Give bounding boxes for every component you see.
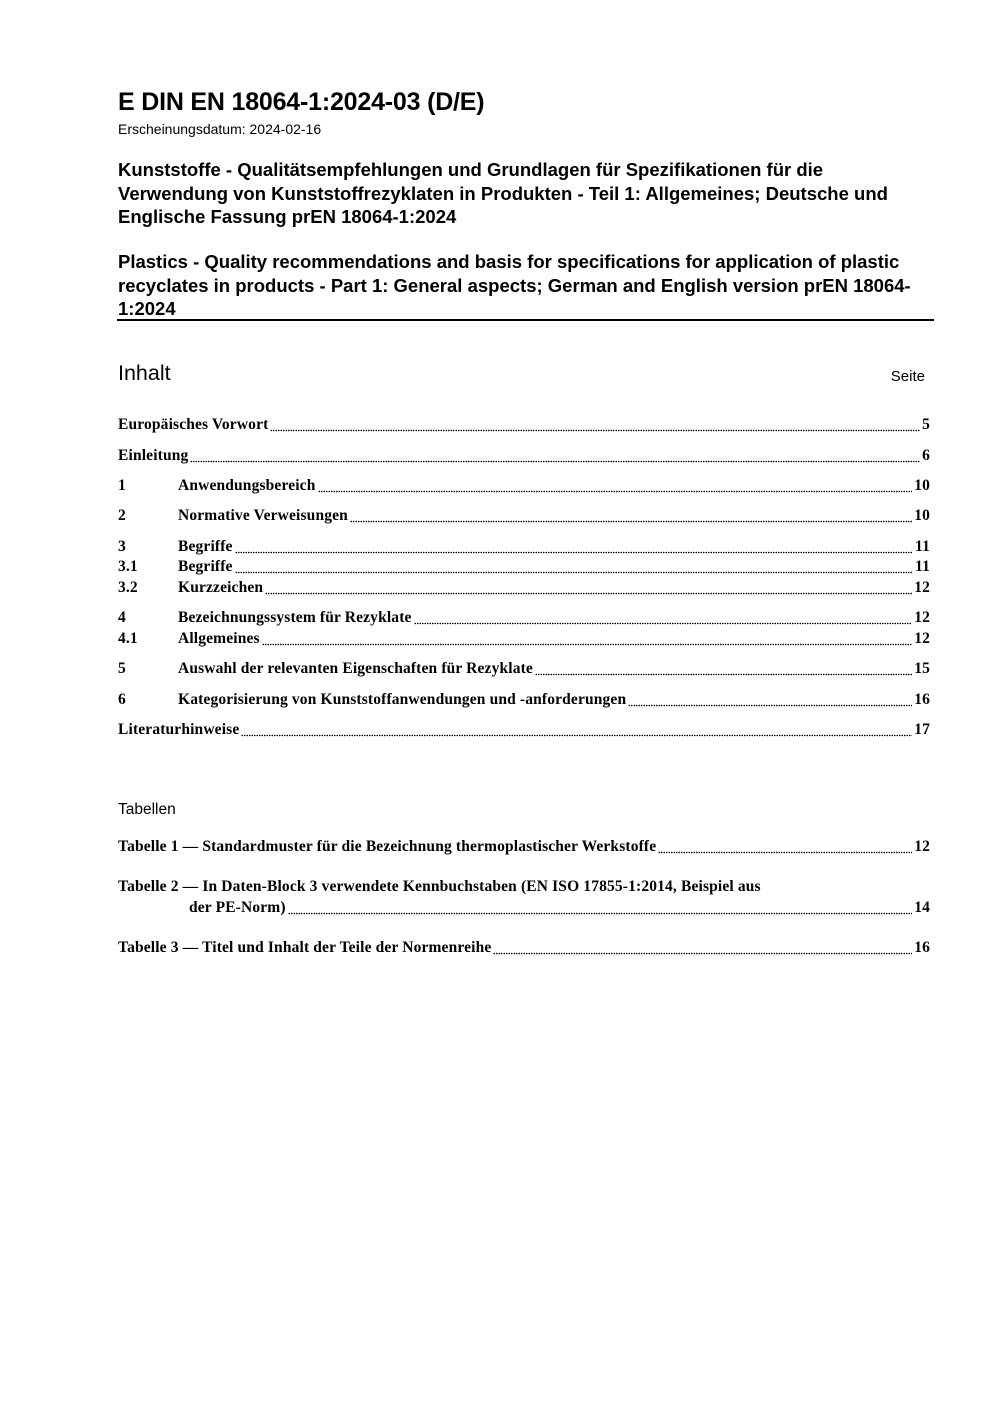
toc-entry-page: 17 (914, 721, 930, 738)
table-entry-title: Tabelle 1 — Standardmuster für die Bezeichnung thermoplastischer Werkstoffe (118, 838, 657, 855)
table-entry-title-continued: der PE-Norm) (189, 899, 286, 916)
toc-entry-page: 16 (914, 691, 930, 708)
table-entry-page: 16 (914, 939, 930, 956)
toc-entry-6[interactable] (118, 691, 930, 712)
toc-leader-dots (493, 952, 912, 955)
toc-entry-page: 12 (914, 579, 930, 596)
toc-entry-2[interactable] (118, 507, 930, 528)
toc-entry-number: 1 (118, 477, 126, 494)
toc-entry-bibliography[interactable] (118, 721, 930, 742)
toc-leader-dots (350, 520, 912, 523)
toc-leader-dots (265, 592, 912, 595)
title-english: Plastics - Quality recommendations and basis for specifications for application of plastic recyclates in products - Part 1: General aspects; German and English version prEN 18064-1:2024 (118, 251, 911, 319)
table-entry-page: 14 (914, 899, 930, 916)
document-id: E DIN EN 18064-1:2024-03 (D/E) (118, 88, 485, 116)
toc-entry-title: Allgemeines (178, 630, 260, 647)
toc-entry-number: 4 (118, 609, 126, 626)
table-entry-title: Tabelle 3 — Titel und Inhalt der Teile der Normenreihe (118, 939, 492, 956)
toc-entry-3-1[interactable] (118, 558, 930, 579)
toc-leader-dots (288, 912, 913, 915)
toc-entry-title: Europäisches Vorwort (118, 416, 269, 433)
publication-date: Erscheinungsdatum: 2024-02-16 (118, 121, 322, 137)
toc-entry-5[interactable] (118, 660, 930, 681)
toc-entry-title: Kurzzeichen (178, 579, 264, 596)
toc-entry-european-foreword[interactable] (118, 416, 930, 437)
toc-entry-number: 5 (118, 660, 126, 677)
toc-entry-number: 3.2 (118, 579, 138, 596)
toc-entry-page: 10 (914, 507, 930, 524)
toc-entry-title: Bezeichnungssystem für Rezyklate (178, 609, 412, 626)
table-entry-page: 12 (914, 838, 930, 855)
toc-entry-4-1[interactable] (118, 630, 930, 651)
toc-leader-dots (628, 704, 912, 707)
toc-entry-4[interactable] (118, 609, 930, 630)
toc-page-label: Seite (890, 368, 925, 385)
toc-entry-page: 12 (914, 630, 930, 647)
toc-leader-dots (318, 490, 913, 493)
toc-entry-number: 2 (118, 507, 126, 524)
toc-entry-page: 5 (922, 416, 930, 433)
toc-leader-dots (535, 673, 912, 676)
toc-leader-dots (658, 851, 912, 854)
toc-leader-dots (262, 643, 912, 646)
toc-entry-title: Begriffe (178, 558, 233, 575)
toc-entry-title: Auswahl der relevanten Eigenschaften für Rezyklate (178, 660, 533, 677)
toc-entry-title: Einleitung (118, 447, 189, 464)
toc-leader-dots (270, 429, 920, 432)
table-entry-1[interactable] (118, 838, 930, 859)
toc-entry-number: 3 (118, 538, 126, 555)
header-divider (117, 319, 934, 321)
toc-leader-dots (235, 571, 913, 574)
toc-leader-dots (190, 460, 920, 463)
toc-entry-number: 6 (118, 691, 126, 708)
toc-entry-page: 15 (914, 660, 930, 677)
toc-entry-3[interactable] (118, 538, 930, 559)
toc-entry-title: Normative Verweisungen (178, 507, 348, 524)
table-entry-3[interactable] (118, 939, 930, 960)
toc-entry-title: Literaturhinweise (118, 721, 240, 738)
toc-entry-page: 10 (914, 477, 930, 494)
toc-leader-dots (241, 734, 912, 737)
toc-entry-page: 11 (915, 538, 930, 555)
table-entry-2[interactable] (118, 878, 930, 920)
table-entry-title: Tabelle 2 — In Daten-Block 3 verwendete Kennbuchstaben (EN ISO 17855-1:2014, Beispiel aus (118, 878, 761, 895)
toc-leader-dots (235, 551, 913, 554)
tables-heading: Tabellen (118, 801, 176, 818)
toc-heading: Inhalt (118, 361, 171, 385)
toc-entry-number: 3.1 (118, 558, 138, 575)
title-german: Kunststoffe - Qualitätsempfehlungen und Grundlagen für Spezifikationen für die Verwendung von Kunststoffrezyklaten in Produkten - Teil 1: Allgemeines; Deutsche und Englische Fassung prEN 18064-1:2024 (118, 159, 888, 227)
toc-entry-page: 12 (914, 609, 930, 626)
toc-entry-title: Kategorisierung von Kunststoffanwendungen und -anforderungen (178, 691, 627, 708)
toc-entry-title: Begriffe (178, 538, 233, 555)
toc-entry-1[interactable] (118, 477, 930, 498)
toc-entry-page: 11 (915, 558, 930, 575)
toc-entry-3-2[interactable] (118, 579, 930, 600)
toc-leader-dots (414, 622, 913, 625)
toc-entry-introduction[interactable] (118, 447, 930, 468)
toc-entry-page: 6 (922, 447, 930, 464)
toc-entry-title: Anwendungsbereich (178, 477, 316, 494)
toc-entry-number: 4.1 (118, 630, 138, 647)
